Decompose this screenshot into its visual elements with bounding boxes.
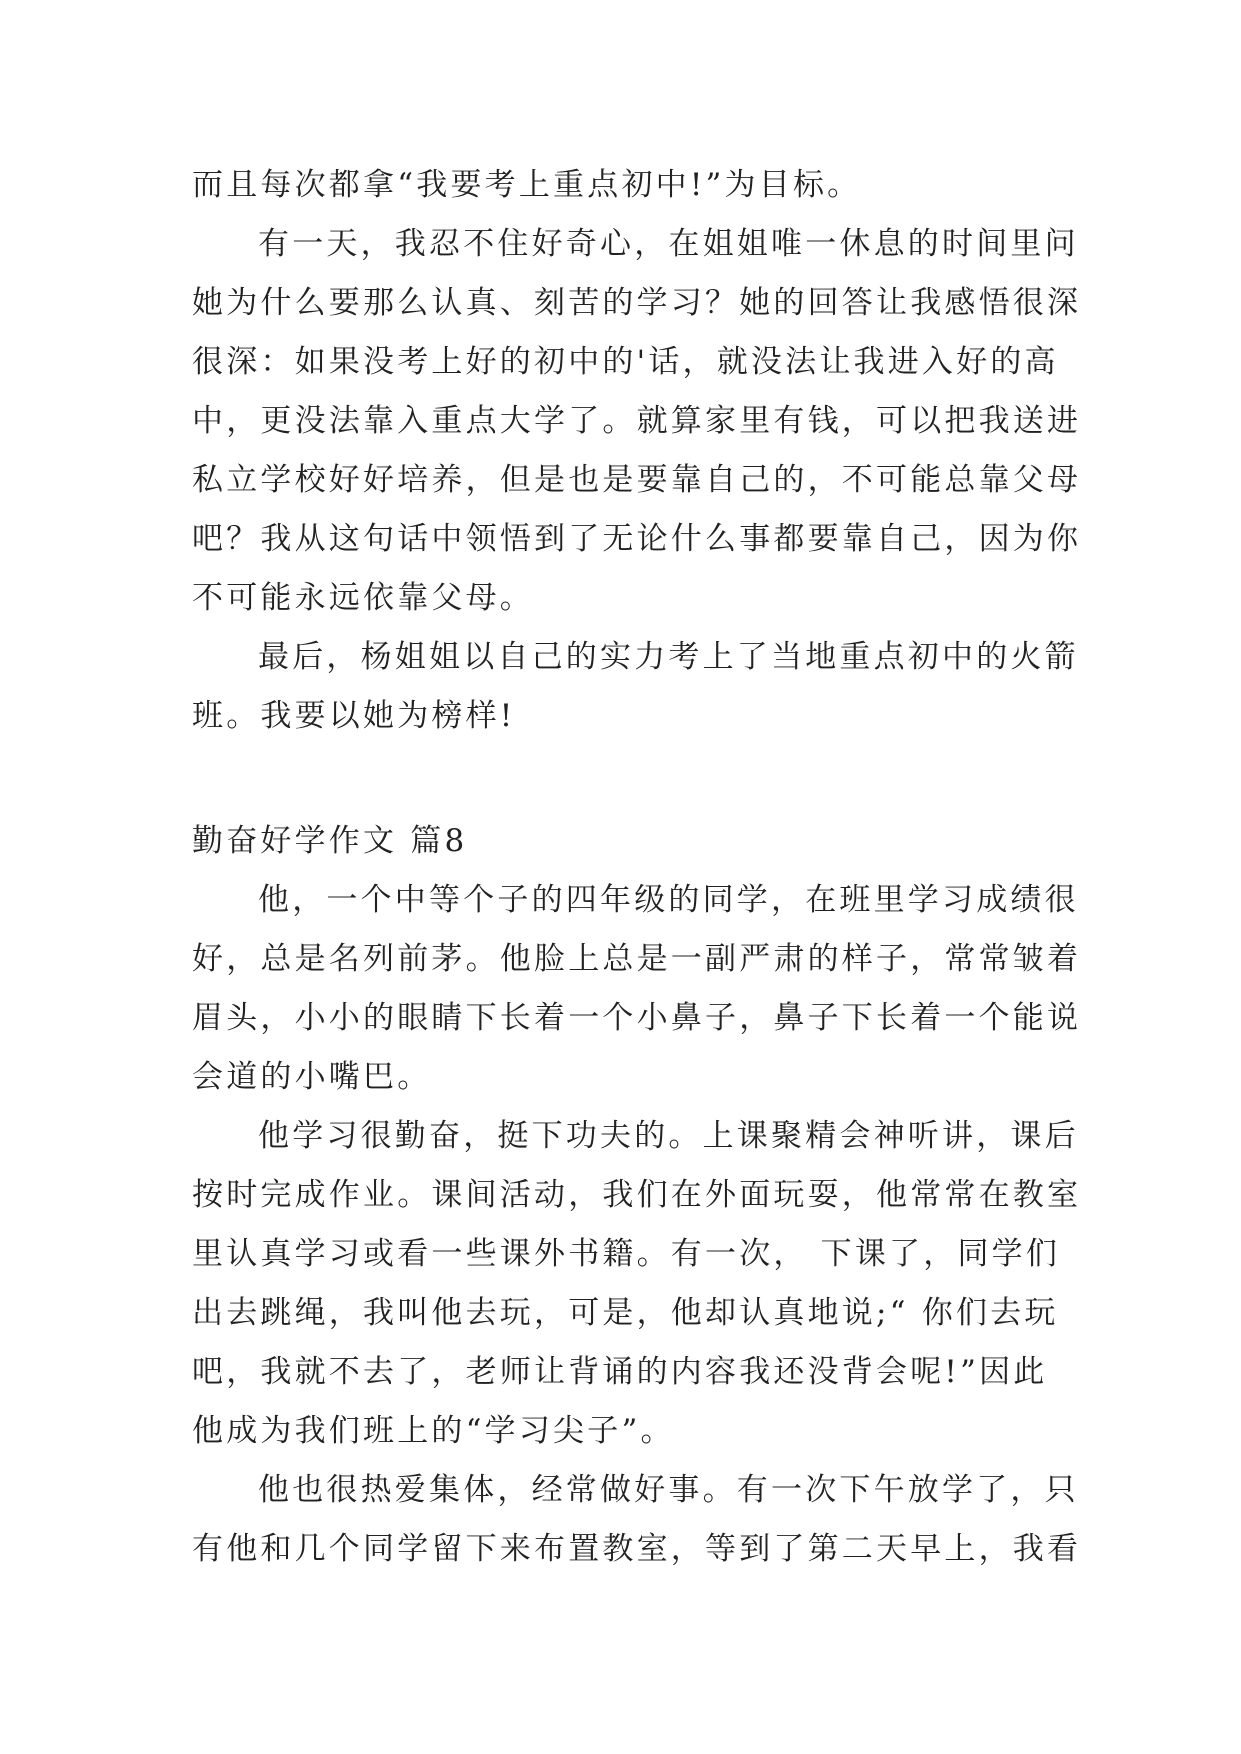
paragraph-3 bbox=[192, 628, 1079, 746]
blank-spacer bbox=[192, 746, 1052, 805]
text-line: 出去跳绳，我叫他去玩，可是，他却认真地说;“ 你们去玩 bbox=[192, 1295, 1059, 1331]
text-line: 吧，我就不去了，老师让背诵的内容我还没背会呢!”因此 bbox=[192, 1354, 1048, 1390]
text-line: 有一天，我忍不住好奇心，在姐姐唯一休息的时间里问 bbox=[258, 226, 1079, 262]
paragraph-5 bbox=[192, 1107, 1082, 1461]
text-line: 他，一个中等个子的四年级的同学，在班里学习成绩很 bbox=[258, 882, 1079, 918]
text-line: 中，更没法靠入重点大学了。就算家里有钱，可以把我送进 bbox=[192, 403, 1082, 439]
text-line: 很深：如果没考上好的初中的'话，就没法让我进入好的高 bbox=[192, 344, 1059, 380]
text-line: 里认真学习或看一些课外书籍。有一次， 下课了，同学们 bbox=[192, 1236, 1061, 1272]
section-heading: 勤奋好学作文 篇8 bbox=[192, 823, 468, 859]
text-line: 她为什么要那么认真、刻苦的学习？她的回答让我感悟很深 bbox=[192, 285, 1082, 321]
text-line: 有他和几个同学留下来布置教室，等到了第二天早上，我看 bbox=[192, 1531, 1082, 1567]
text-line: 不可能永远依靠父母。 bbox=[192, 580, 534, 616]
text-line: 他成为我们班上的“学习尖子”。 bbox=[192, 1413, 675, 1449]
text-line: 他学习很勤奋，挺下功夫的。上课聚精会神听讲，课后 bbox=[258, 1118, 1079, 1154]
text-line: 好，总是名列前茅。他脸上总是一副严肃的样子，常常皱着 bbox=[192, 941, 1082, 977]
document-body bbox=[192, 156, 1082, 1579]
text-line: 班。我要以她为榜样! bbox=[192, 698, 516, 734]
text-line: 私立学校好好培养，但是也是要靠自己的，不可能总靠父母 bbox=[192, 462, 1082, 498]
text-line: 最后，杨姐姐以自己的实力考上了当地重点初中的火箭 bbox=[258, 639, 1079, 675]
paragraph-2 bbox=[192, 215, 1082, 628]
text-line: 按时完成作业。课间活动，我们在外面玩耍，他常常在教室 bbox=[192, 1177, 1082, 1213]
paragraph-4 bbox=[192, 871, 1082, 1107]
text-line: 他也很热爱集体，经常做好事。有一次下午放学了，只 bbox=[258, 1472, 1079, 1508]
text-line: 眉头，小小的眼睛下长着一个小鼻子，鼻子下长着一个能说 bbox=[192, 1000, 1082, 1036]
paragraph-6 bbox=[192, 1461, 1082, 1579]
text-line: 吧？我从这句话中领悟到了无论什么事都要靠自己，因为你 bbox=[192, 521, 1082, 557]
text-line: 而且每次都拿“我要考上重点初中!”为目标。 bbox=[192, 167, 862, 203]
text-line: 会道的小嘴巴。 bbox=[192, 1059, 432, 1095]
paragraph-1 bbox=[192, 156, 1052, 215]
